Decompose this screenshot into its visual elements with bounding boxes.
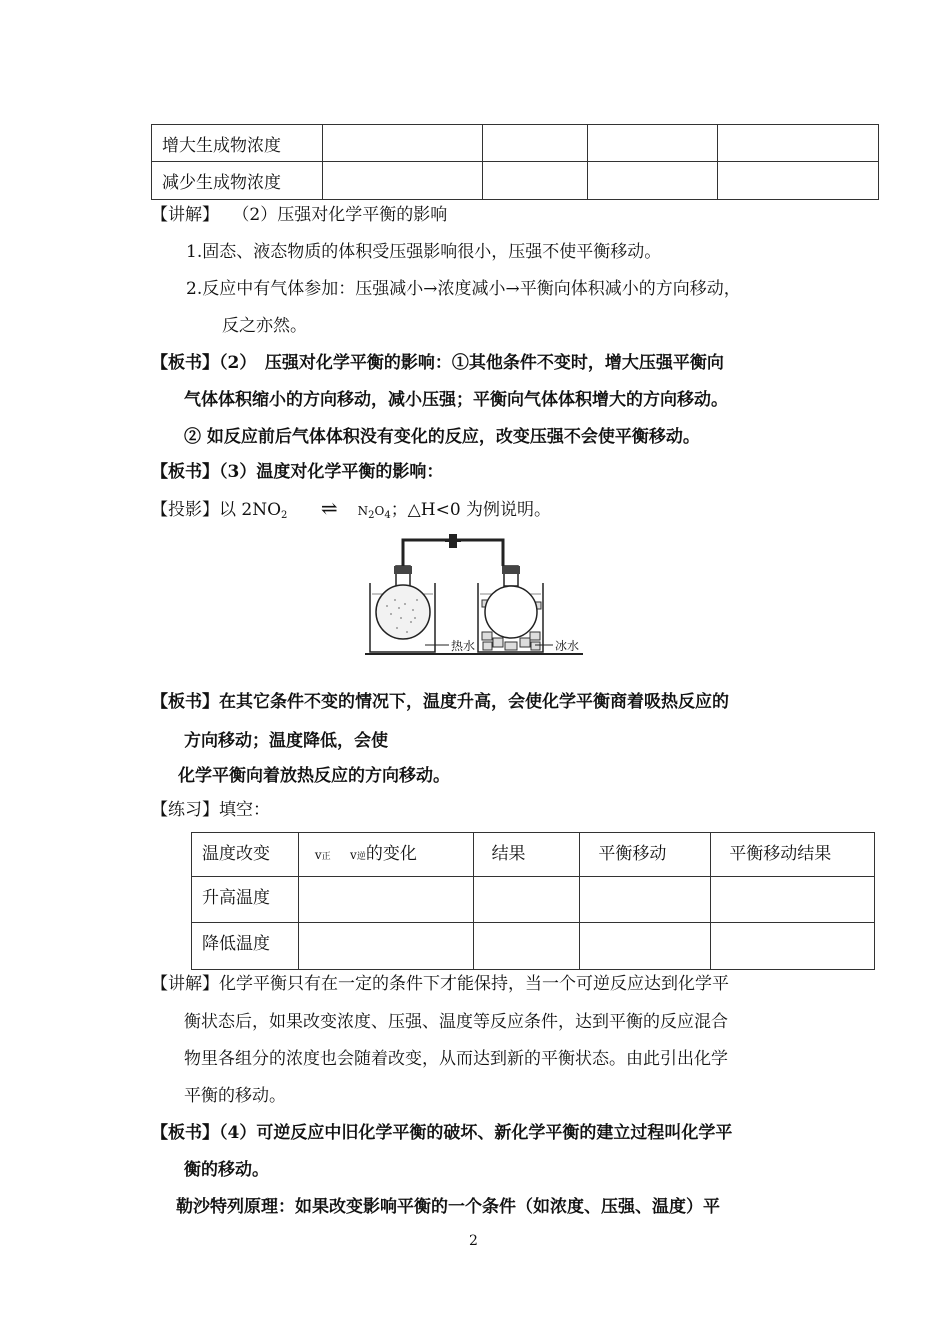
tube-clamp-icon bbox=[445, 534, 461, 548]
subscript: 4 bbox=[384, 510, 391, 521]
column-header: 结果 bbox=[473, 833, 580, 877]
formula-text: ；△H<0 为例说明。 bbox=[390, 500, 552, 520]
lecture-text: 化学平衡只有在一定的条件下才能保持，当一个可逆反应达到化学平 bbox=[219, 974, 729, 994]
temperature-table bbox=[191, 832, 875, 970]
board-line bbox=[151, 692, 729, 712]
practice-text: 填空： bbox=[219, 800, 270, 820]
section-tag: 【板书】 bbox=[151, 692, 219, 712]
table-cell bbox=[322, 125, 482, 162]
section-tag: 【讲解】 bbox=[151, 205, 219, 225]
page-number: 2 bbox=[469, 1233, 478, 1249]
column-header: 温度改变 bbox=[192, 833, 299, 877]
table-cell bbox=[718, 162, 879, 200]
board-line: ② 如反应前后气体体积没有变化的反应，改变压强不会使平衡移动。 bbox=[184, 427, 700, 447]
column-header: 平衡移动结果 bbox=[711, 833, 875, 877]
practice-line bbox=[151, 800, 270, 820]
table-cell bbox=[580, 923, 711, 970]
table-row bbox=[192, 923, 875, 970]
lecture-line: 平衡的移动。 bbox=[184, 1086, 286, 1106]
table-cell bbox=[588, 125, 718, 162]
subscript: 2 bbox=[368, 510, 375, 521]
projection-line bbox=[151, 498, 551, 526]
board-line: 化学平衡向着放热反应的方向移动。 bbox=[178, 766, 450, 786]
section-tag: 【板书】 bbox=[151, 462, 219, 482]
table-cell bbox=[482, 125, 588, 162]
lecture-line bbox=[151, 974, 729, 994]
table-cell bbox=[718, 125, 879, 162]
velocity-symbol: v bbox=[314, 848, 322, 862]
table-cell bbox=[322, 162, 482, 200]
table-cell bbox=[711, 877, 875, 923]
lecture-line: 衡状态后，如果改变浓度、压强、温度等反应条件，达到平衡的反应混合 bbox=[184, 1012, 728, 1032]
lecture-heading bbox=[151, 205, 447, 225]
lecture-line: 物里各组分的浓度也会随着改变，从而达到新的平衡状态。由此引出化学 bbox=[184, 1049, 728, 1069]
board-text: （2） 压强对化学平衡的影响：①其他条件不变时，增大压强平衡向 bbox=[219, 353, 724, 373]
header-text: 的变化 bbox=[365, 844, 417, 864]
table-header-row bbox=[192, 833, 875, 877]
section-tag: 【投影】 bbox=[151, 500, 219, 520]
board-line bbox=[151, 1123, 732, 1143]
section-tag: 【板书】 bbox=[151, 353, 219, 373]
table-cell bbox=[298, 877, 473, 923]
section-tag: 【板书】 bbox=[151, 1123, 219, 1143]
table-row bbox=[152, 125, 879, 162]
concentration-table bbox=[151, 124, 879, 200]
table-cell bbox=[711, 923, 875, 970]
table-cell: 增大生成物浓度 bbox=[152, 125, 323, 162]
ice-water-beaker bbox=[478, 566, 543, 652]
table-cell bbox=[588, 162, 718, 200]
table-cell bbox=[580, 877, 711, 923]
column-header: 平衡移动 bbox=[580, 833, 711, 877]
board-text: 在其它条件不变的情况下，温度升高，会使化学平衡商着吸热反应的 bbox=[219, 692, 729, 712]
subscript: 逆 bbox=[356, 852, 366, 862]
table-cell: 升高温度 bbox=[192, 877, 299, 923]
board-line bbox=[151, 353, 724, 373]
lecture-item-2: 2.反应中有气体参加：压强减小→浓度减小→平衡向体积减小的方向移动， bbox=[186, 279, 741, 299]
heading-text: （2）压强对化学平衡的影响 bbox=[232, 205, 448, 225]
board-line: 勒沙特列原理：如果改变影响平衡的一个条件（如浓度、压强、温度）平 bbox=[176, 1197, 720, 1217]
board-line: 气体体积缩小的方向移动，减小压强；平衡向气体体积增大的方向移动。 bbox=[184, 390, 728, 410]
equilibrium-arrow-icon: ⇌ bbox=[320, 496, 338, 520]
hot-water-label: 热水 bbox=[451, 639, 476, 653]
section-tag: 【讲解】 bbox=[151, 974, 219, 994]
lecture-item-2-cont: 反之亦然。 bbox=[222, 316, 307, 336]
board-line: 衡的移动。 bbox=[184, 1160, 269, 1180]
formula-text: O bbox=[374, 504, 385, 518]
board-text: （3）温度对化学平衡的影响： bbox=[219, 462, 444, 482]
section-tag: 【练习】 bbox=[151, 800, 219, 820]
ice-water-label: 冰水 bbox=[555, 639, 580, 653]
board-text: （4）可逆反应中旧化学平衡的破坏、新化学平衡的建立过程叫化学平 bbox=[219, 1123, 733, 1143]
table-cell bbox=[298, 923, 473, 970]
board-line: 方向移动；温度降低，会使 bbox=[184, 731, 388, 751]
table-cell: 降低温度 bbox=[192, 923, 299, 970]
formula-text: 以 2NO bbox=[219, 500, 282, 520]
formula-text: N bbox=[357, 504, 369, 518]
table-cell: 减少生成物浓度 bbox=[152, 162, 323, 200]
board-line bbox=[151, 462, 443, 482]
table-cell bbox=[473, 877, 580, 923]
lecture-item-1: 1.固态、液态物质的体积受压强影响很小，压强不使平衡移动。 bbox=[186, 242, 662, 262]
table-row bbox=[192, 877, 875, 923]
column-header bbox=[298, 833, 473, 877]
table-cell bbox=[473, 923, 580, 970]
subscript: 2 bbox=[281, 510, 288, 521]
subscript: 正 bbox=[321, 852, 331, 862]
hot-water-beaker bbox=[370, 566, 435, 652]
velocity-symbol: v bbox=[350, 848, 357, 862]
table-row bbox=[152, 162, 879, 200]
table-cell bbox=[482, 162, 588, 200]
